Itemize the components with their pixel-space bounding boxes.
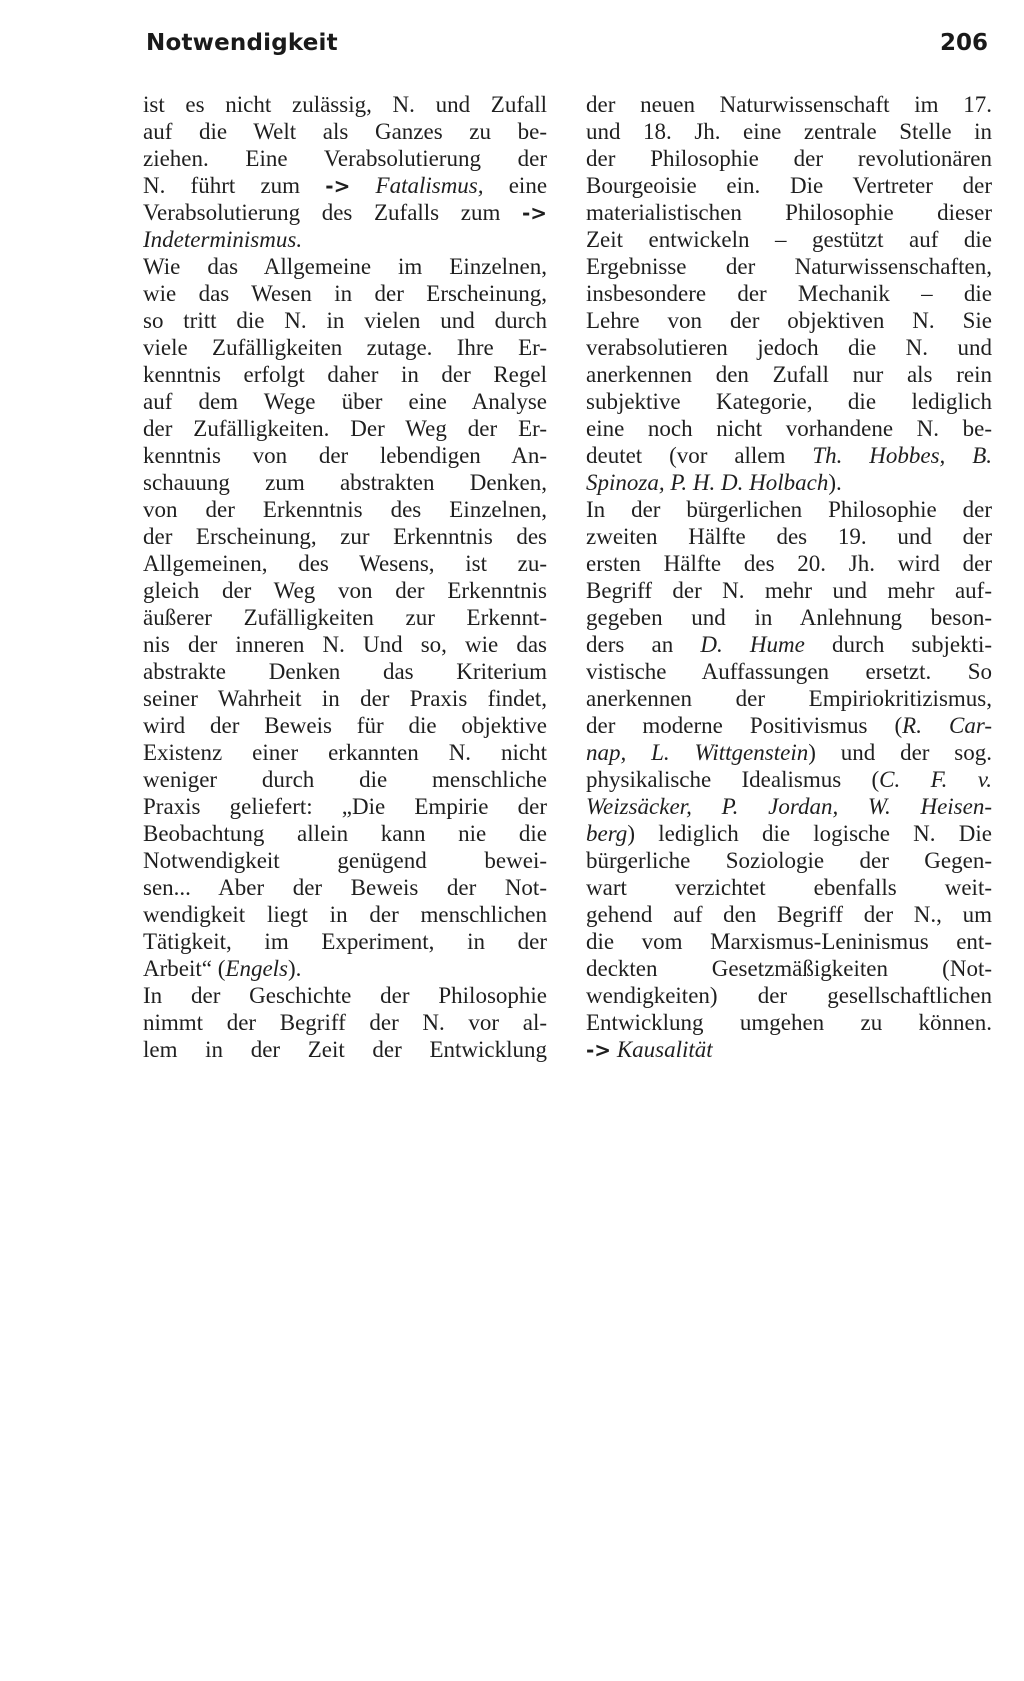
text-line: der Philosophie der revolutionären (586, 146, 992, 171)
text-line: anerkennen den Zufall nur als rein (586, 362, 992, 387)
text-line: viele Zufälligkeiten zutage. Ihre Er- (143, 335, 547, 360)
text-run: eine (508, 173, 547, 198)
author-names: nap, L. Wittgenstein (586, 740, 809, 765)
text-line: In der Geschichte der Philosophie (143, 983, 547, 1008)
left-column (143, 91, 547, 1063)
text-line: materialistischen Philosophie dieser (586, 200, 992, 225)
text-line: und 18. Jh. eine zentrale Stelle in (586, 119, 992, 144)
text-line: äußerer Zufälligkeiten zur Erkennt- (143, 605, 547, 630)
author-names: Weizsäcker, P. Jordan, W. Heisen- (586, 794, 992, 819)
text-run: physikalische Idealismus ( (586, 767, 880, 792)
running-header (146, 30, 994, 70)
text-line: kenntnis erfolgt daher in der Regel (143, 362, 547, 387)
text-run: ) und der sog. (808, 740, 992, 765)
text-line: Beobachtung allein kann nie die (143, 821, 547, 846)
text-line (586, 442, 992, 469)
text-line: verabsolutieren jedoch die N. und (586, 335, 992, 360)
right-column (586, 91, 992, 1063)
text-line: deckten Gesetzmäßigkeiten (Not- (586, 956, 992, 981)
text-line: Praxis geliefert: „Die Empirie der (143, 794, 547, 819)
text-line: nis der inneren N. Und so, wie das (143, 632, 547, 657)
text-line: abstrakte Denken das Kriterium (143, 659, 547, 684)
text-line (586, 469, 992, 496)
cross-reference-fatalismus[interactable]: Fatalismus, (375, 173, 484, 198)
text-line (586, 631, 992, 658)
text-line: bürgerliche Soziologie der Gegen- (586, 848, 992, 873)
text-line: der Zufälligkeiten. Der Weg der Er- (143, 416, 547, 441)
text-line: Ergebnisse der Naturwissenschaften, (586, 254, 992, 279)
text-run: N. führt zum (143, 173, 301, 198)
text-line: Bourgeoisie ein. Die Vertreter der (586, 173, 992, 198)
text-line: wart verzichtet ebenfalls weit- (586, 875, 992, 900)
text-line: zweiten Hälfte des 19. und der (586, 524, 992, 549)
text-line (143, 199, 547, 226)
text-line: Lehre von der objektiven N. Sie (586, 308, 992, 333)
text-line: anerkennen der Empiriokritizismus, (586, 686, 992, 711)
text-line: der neuen Naturwissenschaft im 17. (586, 92, 992, 117)
text-line: insbesondere der Mechanik – die (586, 281, 992, 306)
text-run: Arbeit“ ( (143, 956, 226, 981)
text-line (586, 712, 992, 739)
page-title: Notwendigkeit (146, 30, 338, 56)
text-run: ) lediglich die logische N. Die (627, 821, 992, 846)
text-line: auf die Welt als Ganzes zu be- (143, 119, 547, 144)
text-line: von der Erkenntnis des Einzelnen, (143, 497, 547, 522)
author-names: R. Car- (902, 713, 992, 738)
text-run: ders an (586, 632, 674, 657)
text-line: schauung zum abstrakten Denken, (143, 470, 547, 495)
text-line: seiner Wahrheit in der Praxis findet, (143, 686, 547, 711)
text-run: Verabsolutierung des Zufalls zum (143, 200, 501, 225)
text-line (586, 766, 992, 793)
text-line: die vom Marxismus-Leninismus ent- (586, 929, 992, 954)
text-line: wendigkeit liegt in der menschlichen (143, 902, 547, 927)
text-line: eine noch nicht vorhandene N. be- (586, 416, 992, 441)
text-run: ). (288, 956, 302, 981)
text-line: wie das Wesen in der Erscheinung, (143, 281, 547, 306)
text-line: ziehen. Eine Verabsolutierung der (143, 146, 547, 171)
text-line: der Erscheinung, zur Erkenntnis des (143, 524, 547, 549)
text-line: gleich der Weg von der Erkenntnis (143, 578, 547, 603)
text-run: ). (828, 470, 842, 495)
text-line: ist es nicht zulässig, N. und Zufall (143, 92, 547, 117)
text-line: Wie das Allgemeine im Einzelnen, (143, 254, 547, 279)
text-line: lem in der Zeit der Entwicklung (143, 1037, 547, 1062)
text-line: wendigkeiten) der gesellschaftlichen (586, 983, 992, 1008)
text-line (143, 955, 547, 982)
author-names: C. F. v. (879, 767, 992, 792)
text-line (586, 1036, 992, 1063)
cross-reference-indeterminismus[interactable]: Indeterminismus. (143, 227, 303, 252)
text-line: gehend auf den Begriff der N., um (586, 902, 992, 927)
cross-reference-arrow-icon: -> (521, 201, 547, 225)
text-run: der moderne Positivismus ( (586, 713, 903, 738)
text-line: Allgemeinen, des Wesens, ist zu- (143, 551, 547, 576)
author-names: berg (586, 821, 628, 846)
text-line: weniger durch die menschliche (143, 767, 547, 792)
text-line: vistische Auffassungen ersetzt. So (586, 659, 992, 684)
text-line: subjektive Kategorie, die lediglich (586, 389, 992, 414)
text-line: so tritt die N. in vielen und durch (143, 308, 547, 333)
text-line (586, 739, 992, 766)
text-line: wird der Beweis für die objektive (143, 713, 547, 738)
cross-reference-arrow-icon: -> (325, 174, 351, 198)
text-line: Notwendigkeit genügend bewei- (143, 848, 547, 873)
text-line: ersten Hälfte des 20. Jh. wird der (586, 551, 992, 576)
text-line: In der bürgerlichen Philosophie der (586, 497, 992, 522)
text-line: Existenz einer erkannten N. nicht (143, 740, 547, 765)
author-name-hume: D. Hume (700, 632, 805, 657)
text-line (586, 820, 992, 847)
text-run: durch subjekti- (832, 632, 992, 657)
text-line (143, 172, 547, 199)
page-number: 206 (939, 30, 988, 56)
author-name-engels: Engels (225, 956, 288, 981)
cross-reference-kausalitaet[interactable]: Kausalität (616, 1037, 713, 1062)
text-run: deutet (vor allem (586, 443, 786, 468)
cross-reference-arrow-icon: -> (586, 1038, 612, 1062)
text-line: gegeben und in Anlehnung beson- (586, 605, 992, 630)
text-line: sen... Aber der Beweis der Not- (143, 875, 547, 900)
author-names: Spinoza, P. H. D. Holbach (586, 470, 829, 495)
text-line: Entwicklung umgehen zu können. (586, 1010, 992, 1035)
text-line: Zeit entwickeln – gestützt auf die (586, 227, 992, 252)
text-line: nimmt der Begriff der N. vor al- (143, 1010, 547, 1035)
text-line: Begriff der N. mehr und mehr auf- (586, 578, 992, 603)
text-line: kenntnis von der lebendigen An- (143, 443, 547, 468)
text-line: auf dem Wege über eine Analyse (143, 389, 547, 414)
author-names: Th. Hobbes, B. (812, 443, 992, 468)
text-line: Tätigkeit, im Experiment, in der (143, 929, 547, 954)
